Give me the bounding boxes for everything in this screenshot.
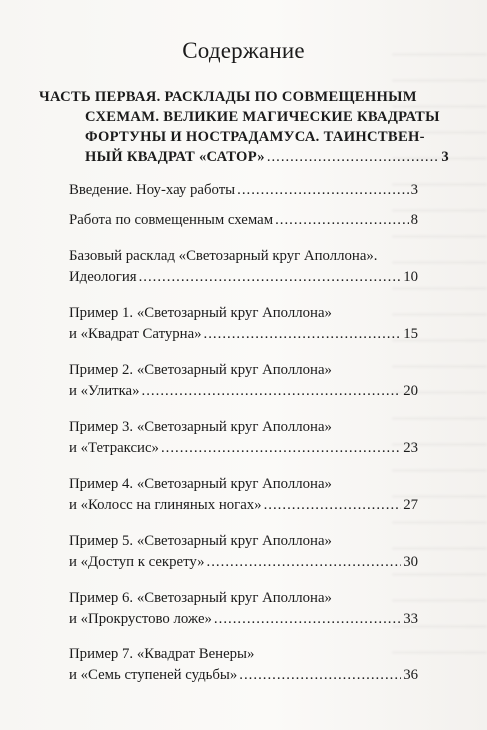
toc-entry-line <box>69 665 418 686</box>
toc-entry <box>69 180 418 201</box>
toc-entry <box>69 246 418 288</box>
part-heading-line-2: СХЕМАМ. ВЕЛИКИЕ МАГИЧЕСКИЕ КВАДРАТЫ <box>85 109 440 125</box>
toc-entry <box>69 474 418 516</box>
toc-entry-title-line-2: и «Квадрат Сатурна» <box>69 326 202 342</box>
dot-leader <box>239 665 401 686</box>
toc-entry-line <box>69 381 418 402</box>
part-heading-line-1: ЧАСТЬ ПЕРВАЯ. РАСКЛАДЫ ПО СОВМЕЩЕННЫМ <box>39 89 417 105</box>
dot-leader <box>237 180 408 201</box>
toc-entry-line <box>69 438 418 459</box>
toc-entry-title-line-1: Пример 1. «Светозарный круг Аполлона» <box>69 305 332 321</box>
toc-entry-line <box>69 180 418 201</box>
toc-entry-line <box>69 552 418 573</box>
page-number: 23 <box>403 440 418 456</box>
page-number: 3 <box>410 182 418 198</box>
dot-leader <box>204 324 402 345</box>
toc-entry-title-line-2: и «Улитка» <box>69 383 140 399</box>
toc-entry <box>69 360 418 402</box>
dot-leader <box>207 552 402 573</box>
page-number: 36 <box>403 667 418 683</box>
toc-entry <box>69 531 418 573</box>
page-title: Содержание <box>182 38 305 63</box>
toc-entry-line <box>69 324 418 345</box>
page-number: 20 <box>403 383 418 399</box>
page-number: 15 <box>403 326 418 342</box>
page-number: 10 <box>403 269 418 285</box>
toc-entry <box>69 210 418 231</box>
dot-leader <box>275 210 409 231</box>
toc-entry-title-line-2: и «Тетраксис» <box>69 440 159 456</box>
toc-entry-title-line-1: Пример 6. «Светозарный круг Аполлона» <box>69 590 332 606</box>
part-heading <box>39 87 449 167</box>
dot-leader <box>267 147 440 167</box>
toc-entry-title: Введение. Ноу-хау работы <box>69 182 236 198</box>
toc-entry-title: Работа по совмещенным схемам <box>69 212 274 228</box>
toc-entry-title-line-2: и «Колосс на глиняных ногах» <box>69 497 262 513</box>
dot-leader <box>214 609 401 630</box>
page-number: 30 <box>403 554 418 570</box>
toc-entry-title-line-2: и «Прокрустово ложе» <box>69 611 212 627</box>
dot-leader <box>161 438 401 459</box>
page-number: 8 <box>410 212 418 228</box>
toc-entry-title-line-1: Пример 7. «Квадрат Венеры» <box>69 646 255 662</box>
toc-entry-title-line-2: Идеология <box>69 269 137 285</box>
toc-entry-line <box>69 609 418 630</box>
toc-entry-title-line-1: Пример 5. «Светозарный круг Аполлона» <box>69 533 332 549</box>
toc-entry-title-line-1: Пример 2. «Светозарный круг Аполлона» <box>69 362 332 378</box>
part-heading-line-4 <box>39 147 449 167</box>
part-heading-line-3: ФОРТУНЫ И НОСТРАДАМУСА. ТАИНСТВЕН- <box>85 129 425 145</box>
toc-entry <box>69 644 418 686</box>
dot-leader <box>139 267 402 288</box>
toc-entry-line <box>69 495 418 516</box>
toc-entry-title-line-2: и «Доступ к секрету» <box>69 554 205 570</box>
toc-entry-title-line-2: и «Семь ступеней судьбы» <box>69 667 238 683</box>
toc-entry <box>69 417 418 459</box>
page-number: 33 <box>403 611 418 627</box>
toc-entry-title-line-1: Базовый расклад «Светозарный круг Аполлона». <box>69 248 378 264</box>
dot-leader <box>142 381 402 402</box>
page-number: 27 <box>403 497 418 513</box>
toc-entry-title-line-1: Пример 3. «Светозарный круг Аполлона» <box>69 419 332 435</box>
toc-entry <box>69 303 418 345</box>
toc-entry <box>69 588 418 630</box>
part-heading-last-text: НЫЙ КВАДРАТ «САТОР» <box>85 149 265 165</box>
toc-entry-line <box>69 210 418 231</box>
toc-entry-title-line-1: Пример 4. «Светозарный круг Аполлона» <box>69 476 332 492</box>
dot-leader <box>264 495 402 516</box>
toc-entry-line <box>69 267 418 288</box>
page-number: 3 <box>441 149 449 165</box>
